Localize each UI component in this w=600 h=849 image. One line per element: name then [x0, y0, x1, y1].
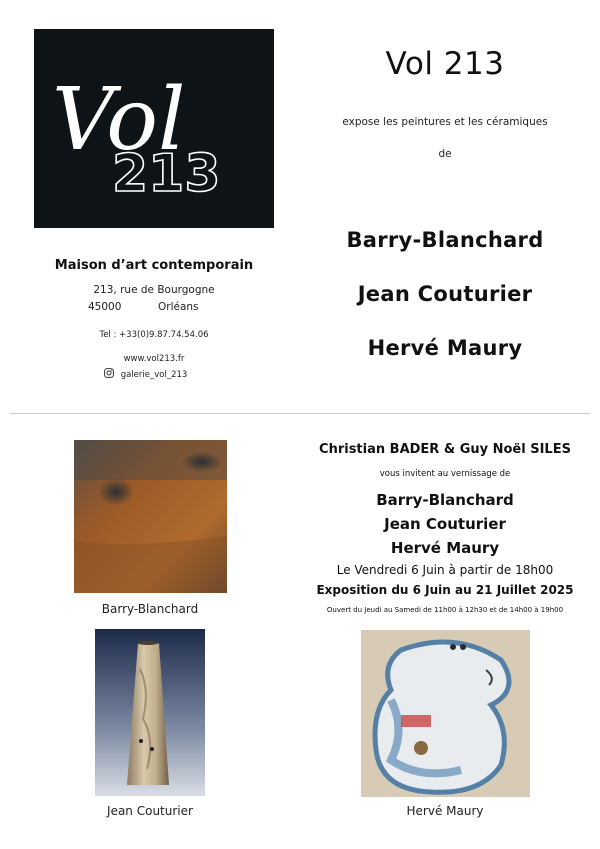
- instagram-icon: [104, 368, 114, 378]
- gallery-name: Maison d’art contemporain: [54, 258, 254, 273]
- subtitle-de: de: [438, 148, 452, 160]
- vernissage-date: Le Vendredi 6 Juin à partir de 18h00: [336, 563, 554, 577]
- instagram-handle: galerie_vol_213: [120, 370, 188, 380]
- invite-artist-2: Jean Couturier: [384, 515, 506, 533]
- invite-artist-1: Barry-Blanchard: [376, 491, 514, 509]
- section-divider: [10, 413, 590, 414]
- invite-text: vous invitent au vernissage de: [379, 469, 511, 479]
- vase-image: [95, 629, 205, 796]
- painting-image: [74, 440, 227, 593]
- painting-caption: Barry-Blanchard: [101, 602, 199, 616]
- vol213-logo: [34, 29, 274, 228]
- logo-number-text: 213: [112, 144, 221, 204]
- artist-name-1: Barry-Blanchard: [346, 228, 544, 252]
- bear-image: [361, 630, 530, 797]
- bear-caption: Hervé Maury: [406, 804, 484, 818]
- gallery-address: 213, rue de Bourgogne: [93, 284, 215, 296]
- logo-script-text: Vol: [52, 70, 186, 170]
- gallery-city: Orléans: [158, 301, 199, 313]
- artist-name-2: Jean Couturier: [357, 282, 533, 306]
- gallery-website[interactable]: www.vol213.fr: [123, 354, 185, 364]
- hosts-names: Christian BADER & Guy Noël SILES: [319, 442, 571, 457]
- exhibition-dates: Exposition du 6 Juin au 21 Juillet 2025: [316, 583, 574, 597]
- subtitle: expose les peintures et les céramiques: [342, 116, 548, 128]
- invite-artist-3: Hervé Maury: [390, 539, 500, 557]
- vase-caption: Jean Couturier: [107, 804, 193, 818]
- gallery-instagram[interactable]: [104, 368, 274, 380]
- artist-name-3: Hervé Maury: [367, 336, 523, 360]
- opening-hours: Ouvert du Jeudi au Samedi de 11h00 à 12h30 et de 14h00 à 19h00: [326, 606, 564, 614]
- gallery-phone: Tel : +33(0)9.87.74.54.06: [99, 330, 209, 340]
- page-title: Vol 213: [385, 46, 505, 82]
- gallery-postcode: 45000: [88, 301, 122, 313]
